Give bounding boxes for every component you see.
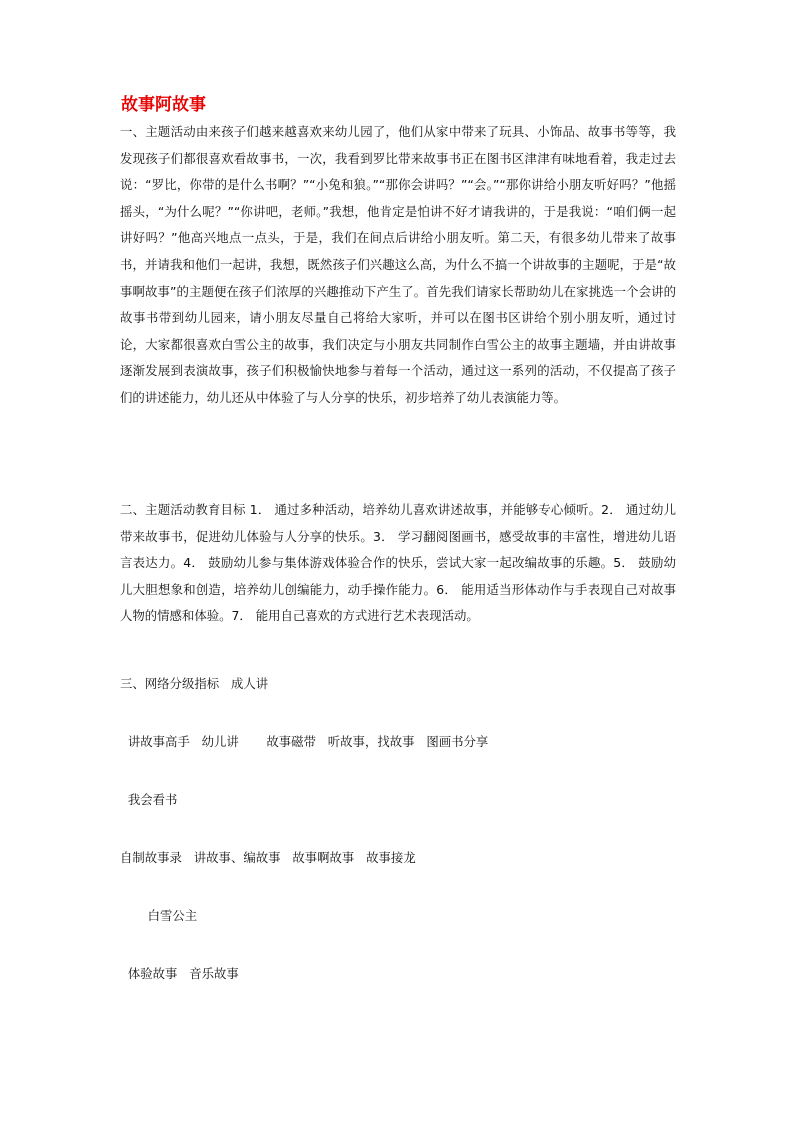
document-title: 故事阿故事 [121, 95, 206, 115]
section-origin-paragraph: 一、主题活动由来孩子们越来越喜欢来幼儿园了，他们从家中带来了玩具、小饰品、故事书等等，我发现孩子们都很喜欢看故事书，一次，我看到罗比带来故事书正在图书区津津有味地看着，我走过去说：“罗比，你带的是什么书啊？”“小兔和狼。”“那你会讲吗？”“会。”“那你讲给小朋友听好吗？”他摇摇头，“为什么呢？”“你讲吧，老师。”我想，他肯定是怕讲不好才请我讲的，于是我说：“咱们俩一起讲好吗？”他高兴地点一点头，于是，我们在间点后讲给小朋友听。第二天，有很多幼儿带来了故事书，并请我和他们一起讲，我想，既然孩子们兴趣这么高，为什么不搞一个讲故事的主题呢，于是“故事啊故事”的主题便在孩子们浓厚的兴趣推动下产生了。首先我们请家长帮助幼儿在家挑选一个会讲的故事书带到幼儿园来，请小朋友尽量自己将给大家听，并可以在图书区讲给个别小朋友听，通过讨论，大家都很喜欢白雪公主的故事，我们决定与小朋友共同制作白雪公主的故事主题墙，并由讲故事逐渐发展到表演故事，孩子们积极愉快地参与着每一个活动，通过这一系列的活动，不仅提高了孩子们的讲述能力，幼儿还从中体验了与人分享的快乐，初步培养了幼儿表演能力等。 [120, 124, 676, 405]
network-line: 我会看书 [120, 792, 178, 807]
network-line: 体验故事 音乐故事 [120, 966, 239, 981]
network-line: 讲故事高手 幼儿讲 故事磁带 听故事，找故事 图画书分享 [120, 734, 489, 749]
section-goals-paragraph: 二、主题活动教育目标 1． 通过多种活动，培养幼儿喜欢讲述故事，并能够专心倾听。2． 通过幼儿带来故事书，促进幼儿体验与人分享的快乐。3． 学习翻阅图画书，感受故事的丰富性，增进幼儿语言表达力。4． 鼓励幼儿参与集体游戏体验合作的快乐，尝试大家一起改编故事的乐趣。5． 鼓励幼儿大胆想象和创造，培养幼儿创编能力，动手操作能力。6． 能用适当形体动作与手表现自己对故事人物的情感和体验。7． 能用自己喜欢的方式进行艺术表现活动。 [120, 502, 676, 624]
network-line: 白雪公主 [120, 908, 198, 923]
network-line: 自制故事录 讲故事、编故事 故事啊故事 故事接龙 [120, 850, 416, 865]
section-network-heading: 三、网络分级指标 成人讲 [120, 676, 269, 691]
